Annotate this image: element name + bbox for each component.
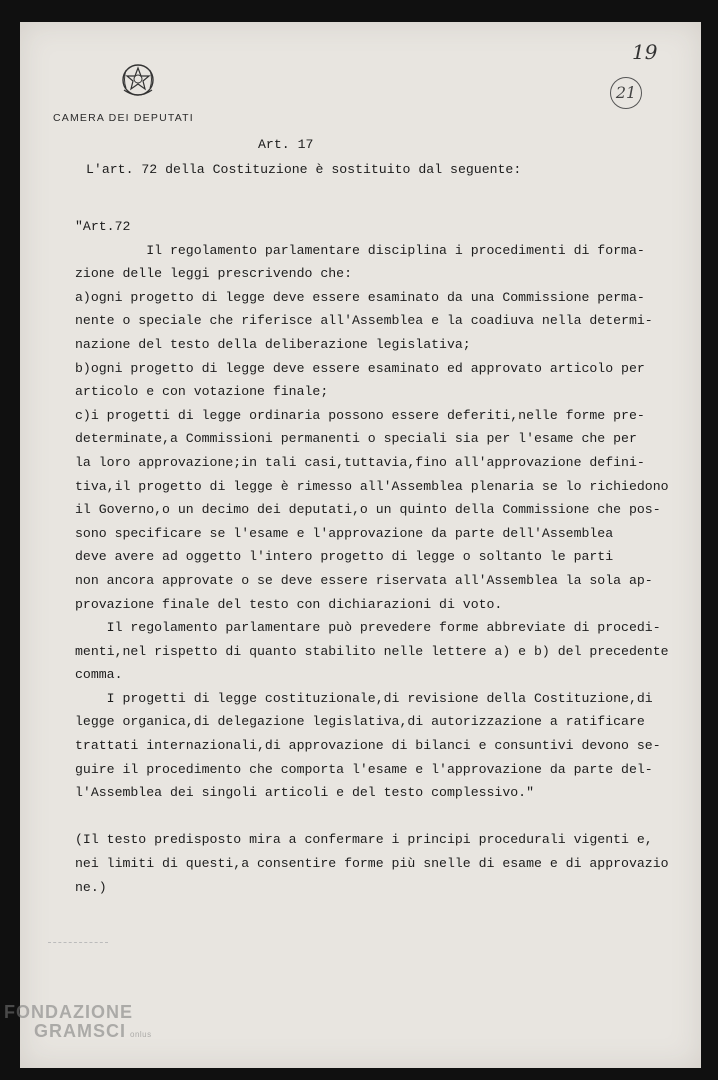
watermark-line2-text: GRAMSCI	[34, 1021, 126, 1041]
body-line: deve avere ad oggetto l'intero progetto di legge o soltanto le parti	[75, 549, 614, 565]
margin-mark	[48, 942, 108, 944]
body-line: c)i progetti di legge ordinaria possono essere deferiti,nelle forme pre-	[75, 407, 645, 423]
body-line: "Art.72	[75, 219, 131, 234]
institution-name: CAMERA DEI DEPUTATI	[53, 112, 194, 124]
body-line: trattati internazionali,di approvazione di bilanci e consuntivi devono se-	[75, 738, 661, 754]
body-line: nente o speciale che riferisce all'Assemblea e la coadiuva nella determi-	[75, 313, 653, 329]
watermark-line2	[4, 1021, 152, 1042]
body-line: articolo e con votazione finale;	[75, 384, 329, 400]
body-line: (Il testo predisposto mira a confermare i principi procedurali vigenti e,	[75, 832, 653, 848]
body-line: la loro approvazione;in tali casi,tuttavia,fino all'approvazione defini-	[75, 454, 645, 470]
body-line: menti,nel rispetto di quanto stabilito nelle lettere a) e b) del precedente	[75, 643, 669, 659]
body-line: zione delle leggi prescrivendo che:	[75, 266, 352, 282]
body-line: ne.)	[75, 879, 107, 895]
circled-page-number: 21	[610, 77, 642, 109]
article-body	[75, 215, 705, 899]
body-line: sono specificare se l'esame e l'approvazione da parte dell'Assemblea	[75, 525, 614, 541]
body-line: tiva,il progetto di legge è rimesso all'Assemblea plenaria se lo richiedono	[75, 478, 669, 494]
archive-watermark	[4, 1002, 152, 1042]
body-line	[75, 805, 705, 829]
body-line: comma.	[75, 667, 123, 683]
handwritten-page-number: 19	[632, 40, 658, 64]
body-line: Il regolamento parlamentare disciplina i procedimenti di forma-	[75, 242, 645, 258]
body-line: l'Assemblea dei singoli articoli e del testo complessivo."	[75, 785, 534, 801]
body-line: b)ogni progetto di legge deve essere esaminato ed approvato articolo per	[75, 360, 645, 376]
body-line: a)ogni progetto di legge deve essere esaminato da una Commissione perma-	[75, 289, 645, 305]
italian-republic-emblem-icon	[118, 58, 158, 102]
body-line: nazione del testo della deliberazione legislativa;	[75, 336, 471, 352]
body-line: non ancora approvate o se deve essere riservata all'Assemblea la sola ap-	[75, 572, 653, 588]
body-line: guire il procedimento che comporta l'esame e l'approvazione da parte del-	[75, 761, 653, 777]
body-line: legge organica,di delegazione legislativa,di autorizzazione a ratificare	[75, 714, 645, 730]
article-intro: L'art. 72 della Costituzione è sostituito dal seguente:	[86, 162, 522, 177]
watermark-line1: FONDAZIONE	[4, 1002, 133, 1022]
body-line: il Governo,o un decimo dei deputati,o un quinto della Commissione che pos-	[75, 502, 661, 518]
body-line: determinate,a Commissioni permanenti o speciali sia per l'esame che per	[75, 431, 637, 447]
body-line: nei limiti di questi,a consentire forme più snelle di esame e di approvazio	[75, 856, 669, 872]
watermark-sub: onlus	[130, 1030, 152, 1039]
body-line: Il regolamento parlamentare può prevedere forme abbreviate di procedi-	[75, 620, 661, 636]
article-title: Art. 17	[258, 137, 314, 152]
document-page	[20, 22, 701, 1068]
body-line: I progetti di legge costituzionale,di revisione della Costituzione,di	[75, 690, 653, 706]
body-line: provazione finale del testo con dichiarazioni di voto.	[75, 596, 503, 612]
